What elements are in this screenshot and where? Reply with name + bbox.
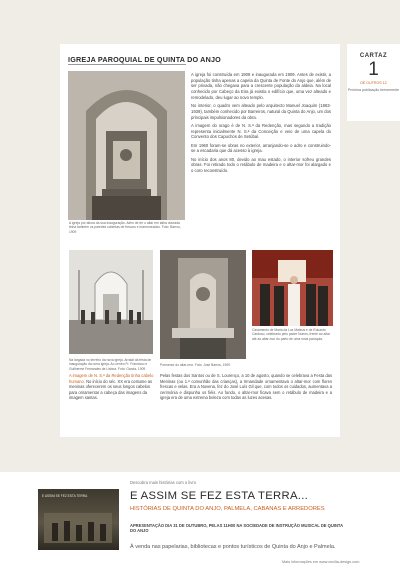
book-title: E ASSIM SE FEZ ESTA TERRA... (130, 490, 309, 502)
article-body (191, 72, 331, 176)
body-paragraph: A imagem do orago é de N. S.ª da Redenção, mas segundo a tradição representa inicialmente N. S.ª da Conceição e veio de uma capela do Convento dos Capuchos de Setúbal. (191, 122, 331, 140)
book-cover-title: E ASSIM SE FEZ ESTA TERRA (42, 494, 88, 498)
church-interior-photo (68, 71, 185, 220)
caption-wedding: Casamento de Maria da Luz Mateus e de Eduardo Cardoso, celebrado pelo padre Nunes, frente ao altar até ao altar-mor do parto de uma nova paróquia. (252, 328, 330, 341)
launch-details: APRESENTAÇÃO DIA 31 DE OUTUBRO, PELAS 11H00 NA SOCIEDADE DE INSTRUÇÃO MUSICAL DE QUINTA DO ANJO (130, 523, 343, 534)
caption-church-interior: A igreja por altura da sua inauguração. Além de ter o altar em talha dourada tinha também os paredes cobertas de frescos e marmoreados. Foto: Barros, 1909 (69, 221, 181, 234)
body-paragraph: No interior, o quadro vem alteado pelo arquitecto Manuel Joaquim (1863-1939), também conhecido por Barreiros, natural da Quinta do Anjo, um dos principais impulsionadores da obra. (191, 103, 331, 120)
availability-note: À venda nas papelarias, bibliotecas e pontos turísticos de Quinta do Anjo e Palmela. (130, 544, 336, 550)
hair-note-text: No início do séc. XX era costume as meninas oferecerem os seus longos cabelos para ornamentar a cabeça das imagens da imagem santas. (69, 378, 153, 401)
hair-note-lead: A imagem de N. S.ª da Redenção tinha cabelo humano. (69, 373, 154, 384)
poster-number: 1 (368, 59, 379, 80)
title-divider (68, 64, 186, 65)
book-subtitle: HISTÓRIAS DE QUINTA DO ANJO, PALMELA, CABANAS E ARREDORES (130, 506, 325, 512)
wedding-photo (252, 250, 333, 326)
hair-note (69, 373, 154, 401)
festival-photo (69, 250, 153, 354)
poster-label: CARTAZ (359, 53, 388, 59)
altar-photo (160, 250, 246, 359)
body-paragraph: No início dos anos 80, devido ao mau estado, o interior sofreu grandes obras. Foi retirado todo o retábulo de madeira e o altar-mor foi alargado e o coro reconstruído. (191, 156, 331, 173)
poster-counter (347, 44, 400, 121)
book-cover (38, 489, 119, 550)
article-title: IGREJA PAROQUIAL DE QUINTA DO ANJO (68, 55, 221, 64)
advert-intro: Descubra mais histórias com o livro (130, 480, 197, 485)
caption-altar: Pormenor do altar-mor. Foto: José Barros, 1909 (160, 363, 230, 367)
body-paragraph: A igreja foi construída em 1908 e inaugurada em 1909. Antes de existir, a população tinha apenas a capela da Quinta de Fonte do Anjo que, além de ser privada, não chegava para a crescente população da aldeia. Na local conhecido por Cabeço da Eira já existia o edifício que, uma vez alteado e remodelado, deu lugar ao novo templo. (191, 72, 331, 100)
caption-festival: Na largada no terreiro da nova igreja. Arraial da festa de inauguração da nova igreja. Ao centro Fr. Francisco e Guilherme Fernandes de Lisboa. Foto: Garcia, 1909 (69, 358, 152, 371)
feast-paragraph: Pelas festas dos Santos ou de S. Lourenço, a 10 de agosto, quando se celebrava a Festa das Meninas (ou 1.ª comunhão das crianças), a Irmandade ornamentava o altar-mor com flores frescas e velas. Era a Novena, fez do José Luís Gil que, com todos os cuidados, aumentava a cerimónia e dispunha os fiéis. Ao fundo, o altar-mor ficava sem o retábulo de madeira e a igreja era de uma extrema beleza com todas as luzes acesas. (160, 373, 332, 401)
body-paragraph: Em 1960 foram-se obras no exterior, arranjando-se o adro e construindo-se a escadaria que dá acesso à igreja. (191, 142, 331, 154)
next-poster-note: Próxima publicação brevemente (347, 88, 400, 92)
more-info-link[interactable]: Mais informações em www.cecilia-design.com (282, 560, 360, 564)
poster-total: DE OUTROS 12 (360, 81, 387, 85)
